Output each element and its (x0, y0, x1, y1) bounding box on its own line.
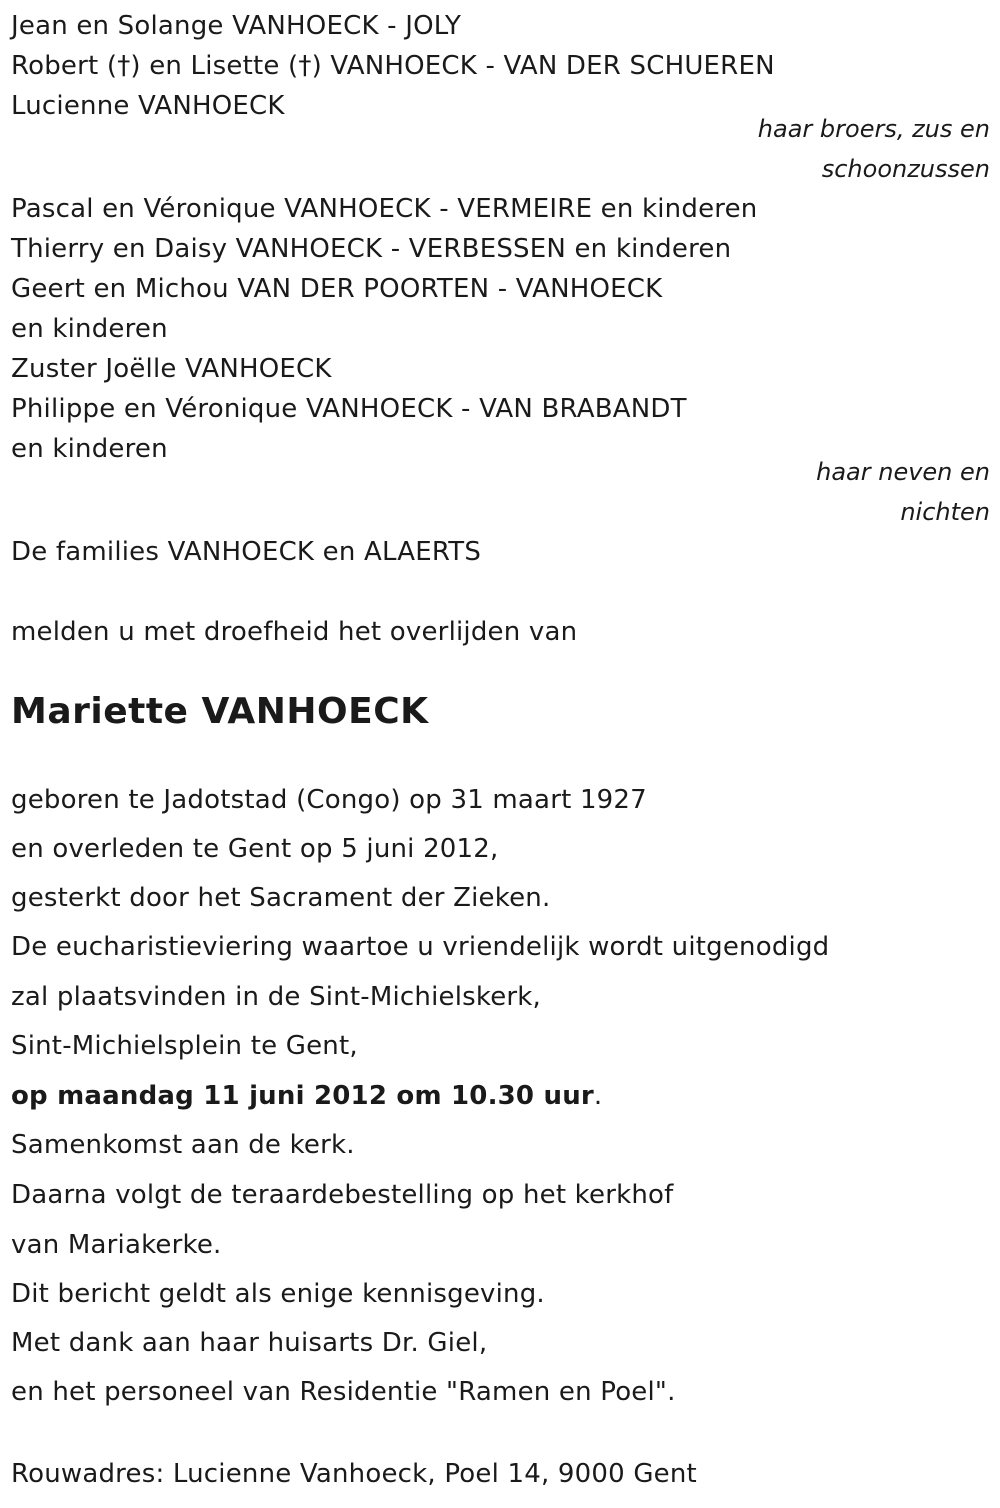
body-line: en overleden te Gent op 5 juni 2012, (11, 834, 499, 864)
body-line: en het personeel van Residentie "Ramen en Poel". (11, 1377, 676, 1407)
nephew-line: en kinderen (11, 434, 168, 464)
body-line: Dit bericht geldt als enige kennisgeving. (11, 1279, 545, 1309)
nephew-line: Pascal en Véronique VANHOECK - VERMEIRE en kinderen (11, 194, 758, 224)
sibling-line: Robert (†) en Lisette (†) VANHOECK - VAN DER SCHUEREN (11, 51, 775, 81)
nephew-line: en kinderen (11, 314, 168, 344)
nephews-role-label: haar neven en (816, 458, 990, 486)
body-line: De eucharistieviering waartoe u vriendelijk wordt uitgenodigd (11, 932, 830, 962)
body-line: Sint-Michielsplein te Gent, (11, 1031, 358, 1061)
nephew-line: Zuster Joëlle VANHOECK (11, 354, 332, 384)
service-date: op maandag 11 juni 2012 om 10.30 uur (11, 1081, 594, 1111)
announcement-line: melden u met droefheid het overlijden van (11, 617, 578, 647)
body-line: Daarna volgt de teraardebestelling op het kerkhof (11, 1180, 674, 1210)
siblings-role-label: schoonzussen (821, 155, 990, 183)
body-line: van Mariakerke. (11, 1230, 222, 1260)
nephew-line: Geert en Michou VAN DER POORTEN - VANHOECK (11, 274, 663, 304)
body-line: zal plaatsvinden in de Sint-Michielskerk, (11, 982, 542, 1012)
service-date-line (11, 1076, 602, 1116)
sibling-line: Lucienne VANHOECK (11, 91, 285, 121)
body-line: gesterkt door het Sacrament der Zieken. (11, 883, 551, 913)
nephew-line: Thierry en Daisy VANHOECK - VERBESSEN en kinderen (11, 234, 732, 264)
sibling-line: Jean en Solange VANHOECK - JOLY (11, 11, 462, 41)
nephews-role-label: nichten (900, 498, 990, 526)
families-line: De families VANHOECK en ALAERTS (11, 537, 482, 567)
siblings-role-label: haar broers, zus en (757, 115, 990, 143)
mourning-address: Rouwadres: Lucienne Vanhoeck, Poel 14, 9000 Gent (11, 1459, 697, 1489)
nephew-line: Philippe en Véronique VANHOECK - VAN BRABANDT (11, 394, 687, 424)
service-date-suffix: . (593, 1081, 603, 1111)
body-line: Samenkomst aan de kerk. (11, 1130, 355, 1160)
body-line: geboren te Jadotstad (Congo) op 31 maart 1927 (11, 785, 647, 815)
body-line: Met dank aan haar huisarts Dr. Giel, (11, 1328, 488, 1358)
deceased-name: Mariette VANHOECK (11, 691, 429, 732)
